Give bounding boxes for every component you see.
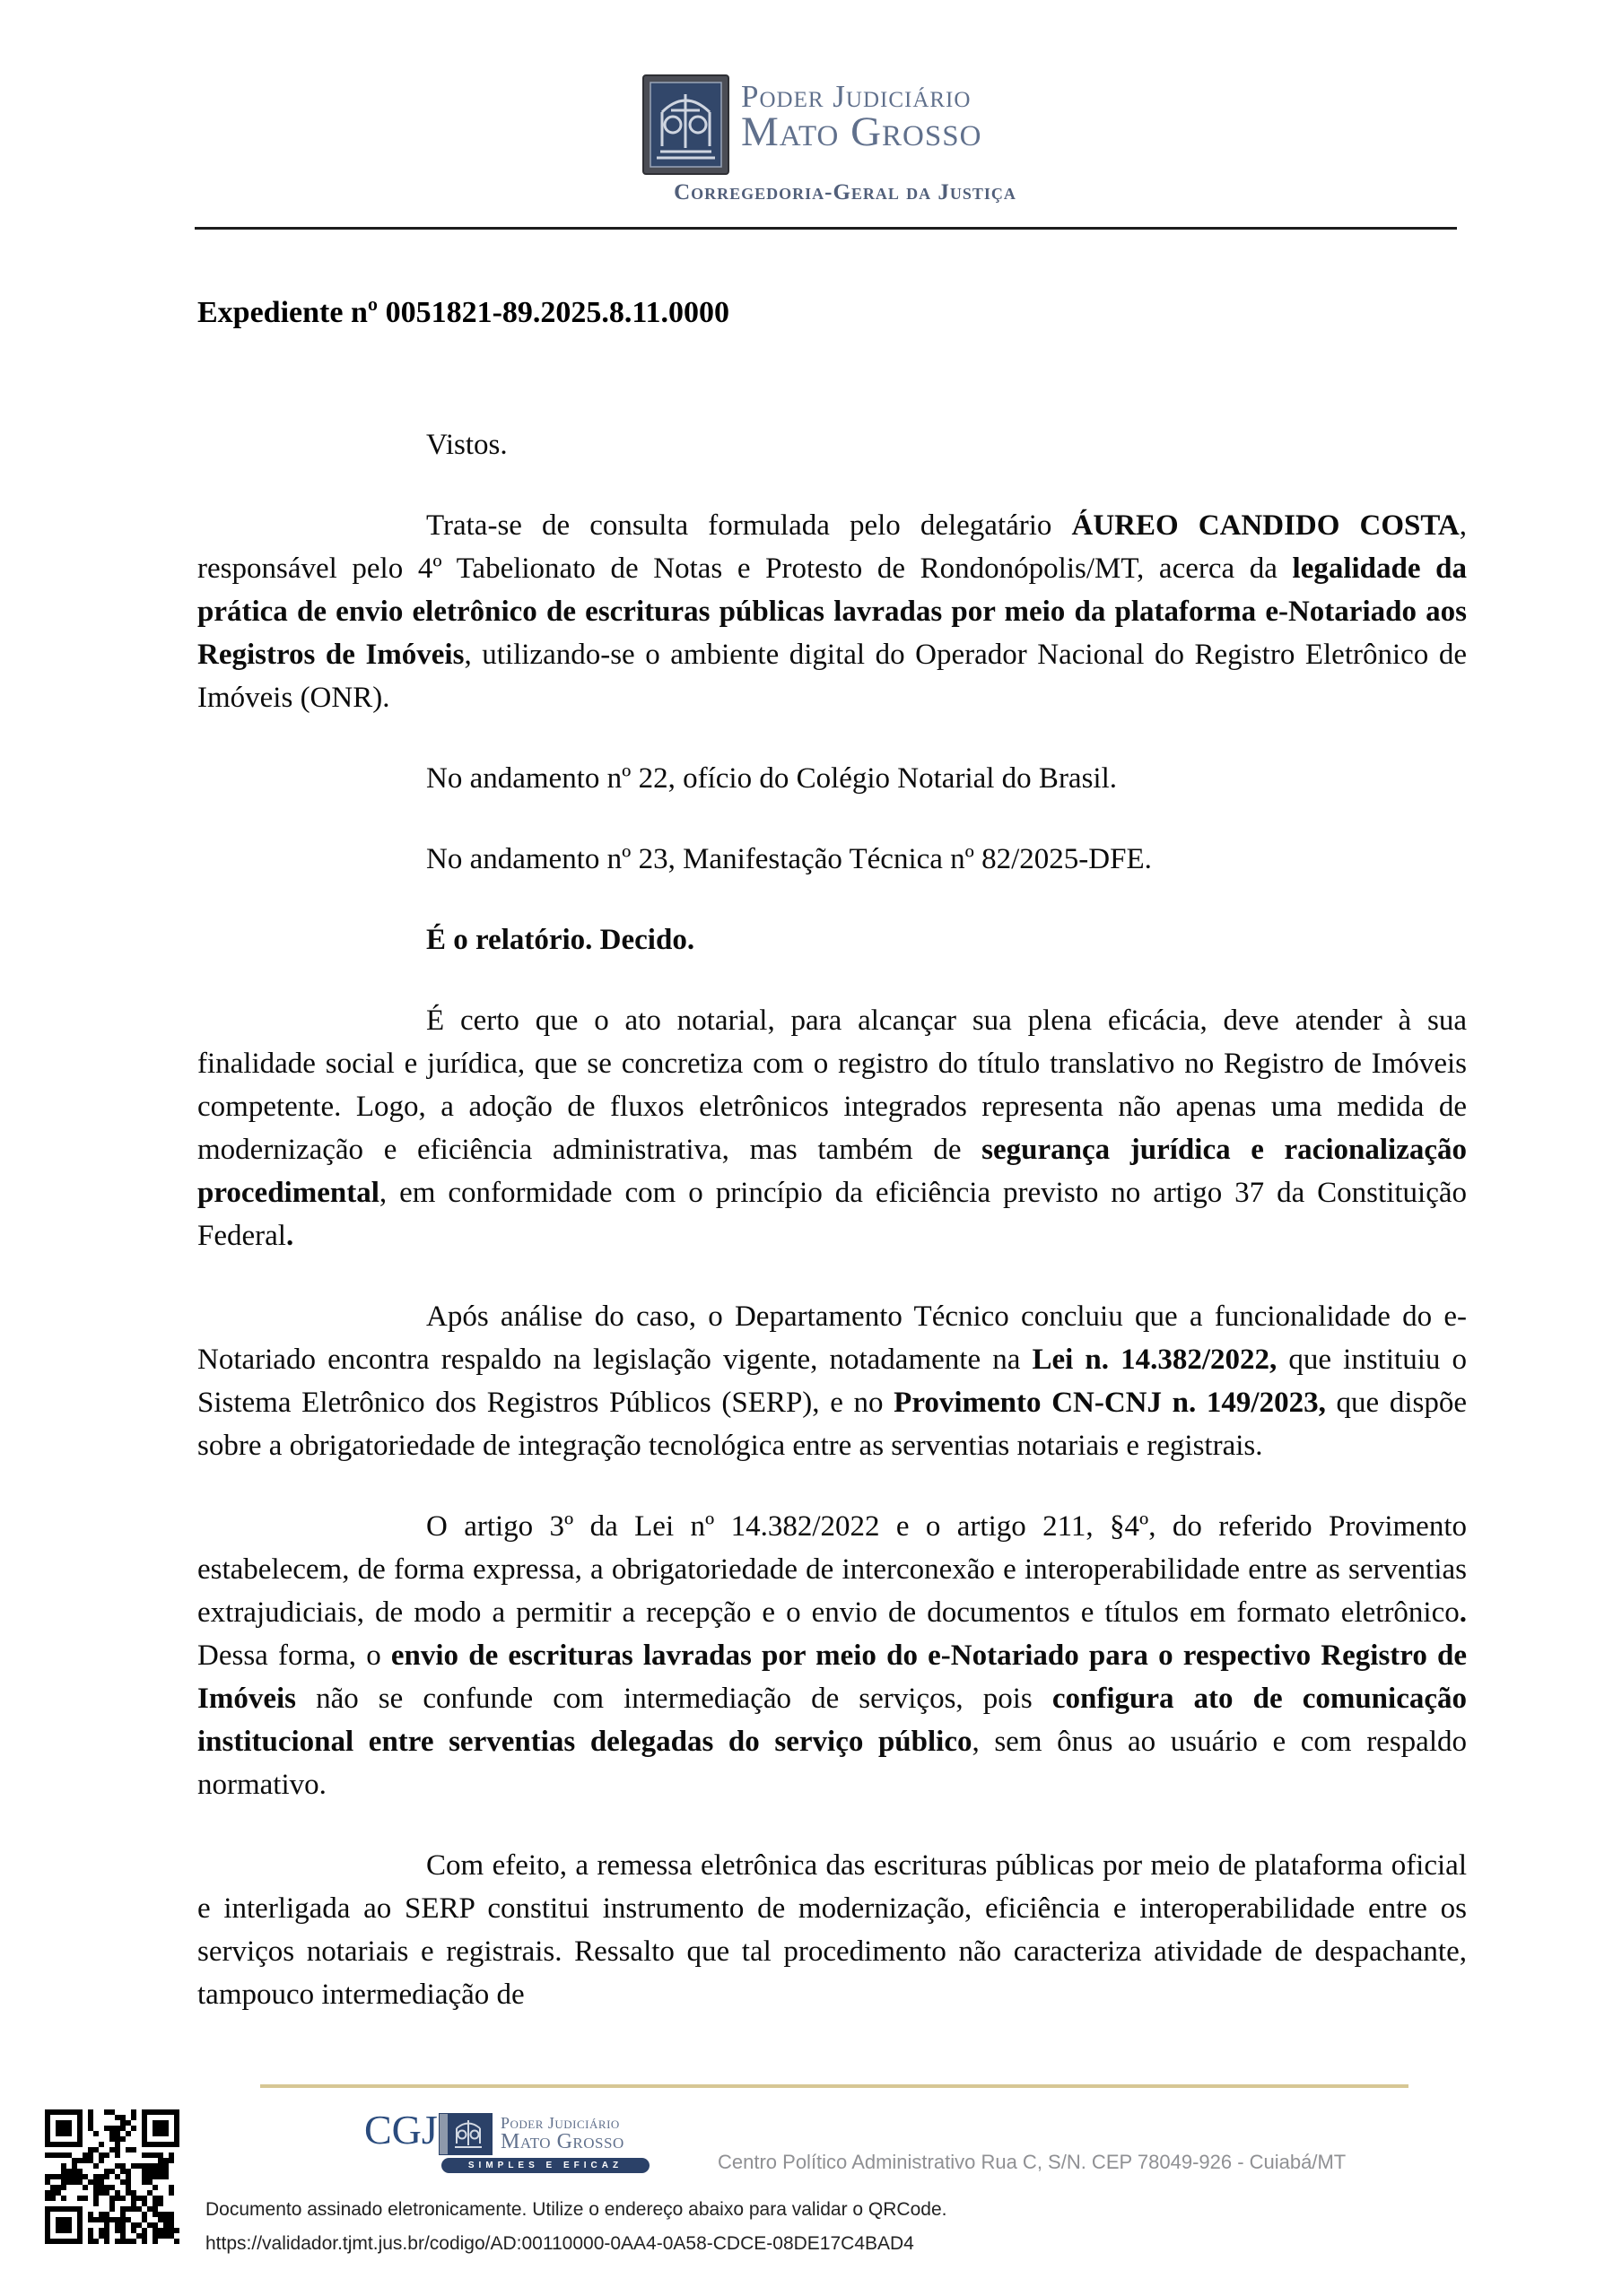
paragraph: Após análise do caso, o Departamento Técnico concluiu que a funcionalidade do e-Notariado encontra respaldo na legislação vigente, notadamente na Lei n. 14.382/2022, que instituiu o Sistema Eletrônico dos Registros Públicos (SERP), e no Provimento CN-CNJ n. 149/2023, que dispõe sobre a obrigatoriedade de integração tecnológica entre as serventias notariais e registrais.	[197, 1300, 1467, 1462]
header-org-line1: Poder Judiciário	[741, 79, 972, 114]
footer-org-line1: Poder Judiciário	[501, 2114, 620, 2132]
document-body	[197, 423, 1467, 2054]
header-org-line3: Corregedoria-Geral da Justiça	[674, 180, 1016, 204]
footer-cgj-acronym: CGJ	[364, 2107, 438, 2152]
paragraph: No andamento nº 22, ofício do Colégio Notarial do Brasil.	[426, 762, 1118, 795]
footer-org-line2: Mato Grosso	[501, 2130, 624, 2153]
qr-code	[45, 2109, 179, 2244]
expediente-number: Expediente nº 0051821-89.2025.8.11.0000	[197, 296, 730, 329]
paragraph: Vistos.	[426, 429, 508, 461]
paragraph: No andamento nº 23, Manifestação Técnica nº 82/2025-DFE.	[426, 843, 1152, 875]
paragraph: Trata-se de consulta formulada pelo delegatário ÁUREO CANDIDO COSTA, responsável pelo 4º Tabelionato de Notas e Protesto de Rondonópolis/MT, acerca da legalidade da prática de envio eletrônico de escrituras públicas lavradas por meio da plataforma e-Notariado aos Registros de Imóveis, utilizando-se o ambiente digital do Operador Nacional do Registro Eletrônico de Imóveis (ONR).	[197, 509, 1468, 714]
validation-instruction: Documento assinado eletronicamente. Utilize o endereço abaixo para validar o QRCode.	[205, 2199, 947, 2220]
paragraph: É certo que o ato notarial, para alcançar sua plena eficácia, deve atender à sua finalidade social e jurídica, que se concretiza com o registro do título translativo no Registro de Imóveis competente. Logo, a adoção de fluxos eletrônicos integrados representa não apenas uma medida de modernização e eficiência administrativa, mas também de segurança jurídica e racionalização procedimental, em conformidade com o princípio da eficiência previsto no artigo 37 da Constituição Federal.	[197, 1004, 1467, 1252]
validation-url: https://validador.tjmt.jus.br/codigo/AD:00110000-0AA4-0A58-CDCE-08DE17C4BAD4	[205, 2233, 914, 2254]
header-org-line2: Mato Grosso	[741, 109, 982, 155]
footer-emblem-icon	[439, 2113, 493, 2155]
tjmt-emblem-icon	[642, 74, 729, 175]
header-separator-line	[195, 227, 1457, 230]
paragraph: É o relatório. Decido.	[426, 924, 695, 956]
paragraph: Com efeito, a remessa eletrônica das escrituras públicas por meio de plataforma oficial e interligada ao SERP constitui instrumento de modernização, eficiência e interoperabilidade entre os serviços notariais e registrais. Ressalto que tal procedimento não caracteriza atividade de despachante, tampouco intermediação de	[197, 1849, 1467, 2011]
footer-address: Centro Político Administrativo Rua C, S/N. CEP 78049-926 - Cuiabá/MT	[718, 2151, 1347, 2173]
footer-divider-line	[260, 2084, 1408, 2088]
page-header	[642, 74, 1048, 209]
paragraph: O artigo 3º da Lei nº 14.382/2022 e o artigo 211, §4º, do referido Provimento estabelecem, de forma expressa, a obrigatoriedade de interconexão e interoperabilidade entre as serventias extrajudiciais, de modo a permitir a recepção e o envio de documentos e títulos em formato eletrônico. Dessa forma, o envio de escrituras lavradas por meio do e-Notariado para o respectivo Registro de Imóveis não se confunde com intermediação de serviços, pois configura ato de comunicação institucional entre serventias delegadas do serviço público, sem ônus ao usuário e com respaldo normativo.	[197, 1510, 1468, 1801]
header-org-names	[741, 79, 982, 155]
footer-ribbon: SIMPLES E EFICAZ	[441, 2158, 650, 2173]
